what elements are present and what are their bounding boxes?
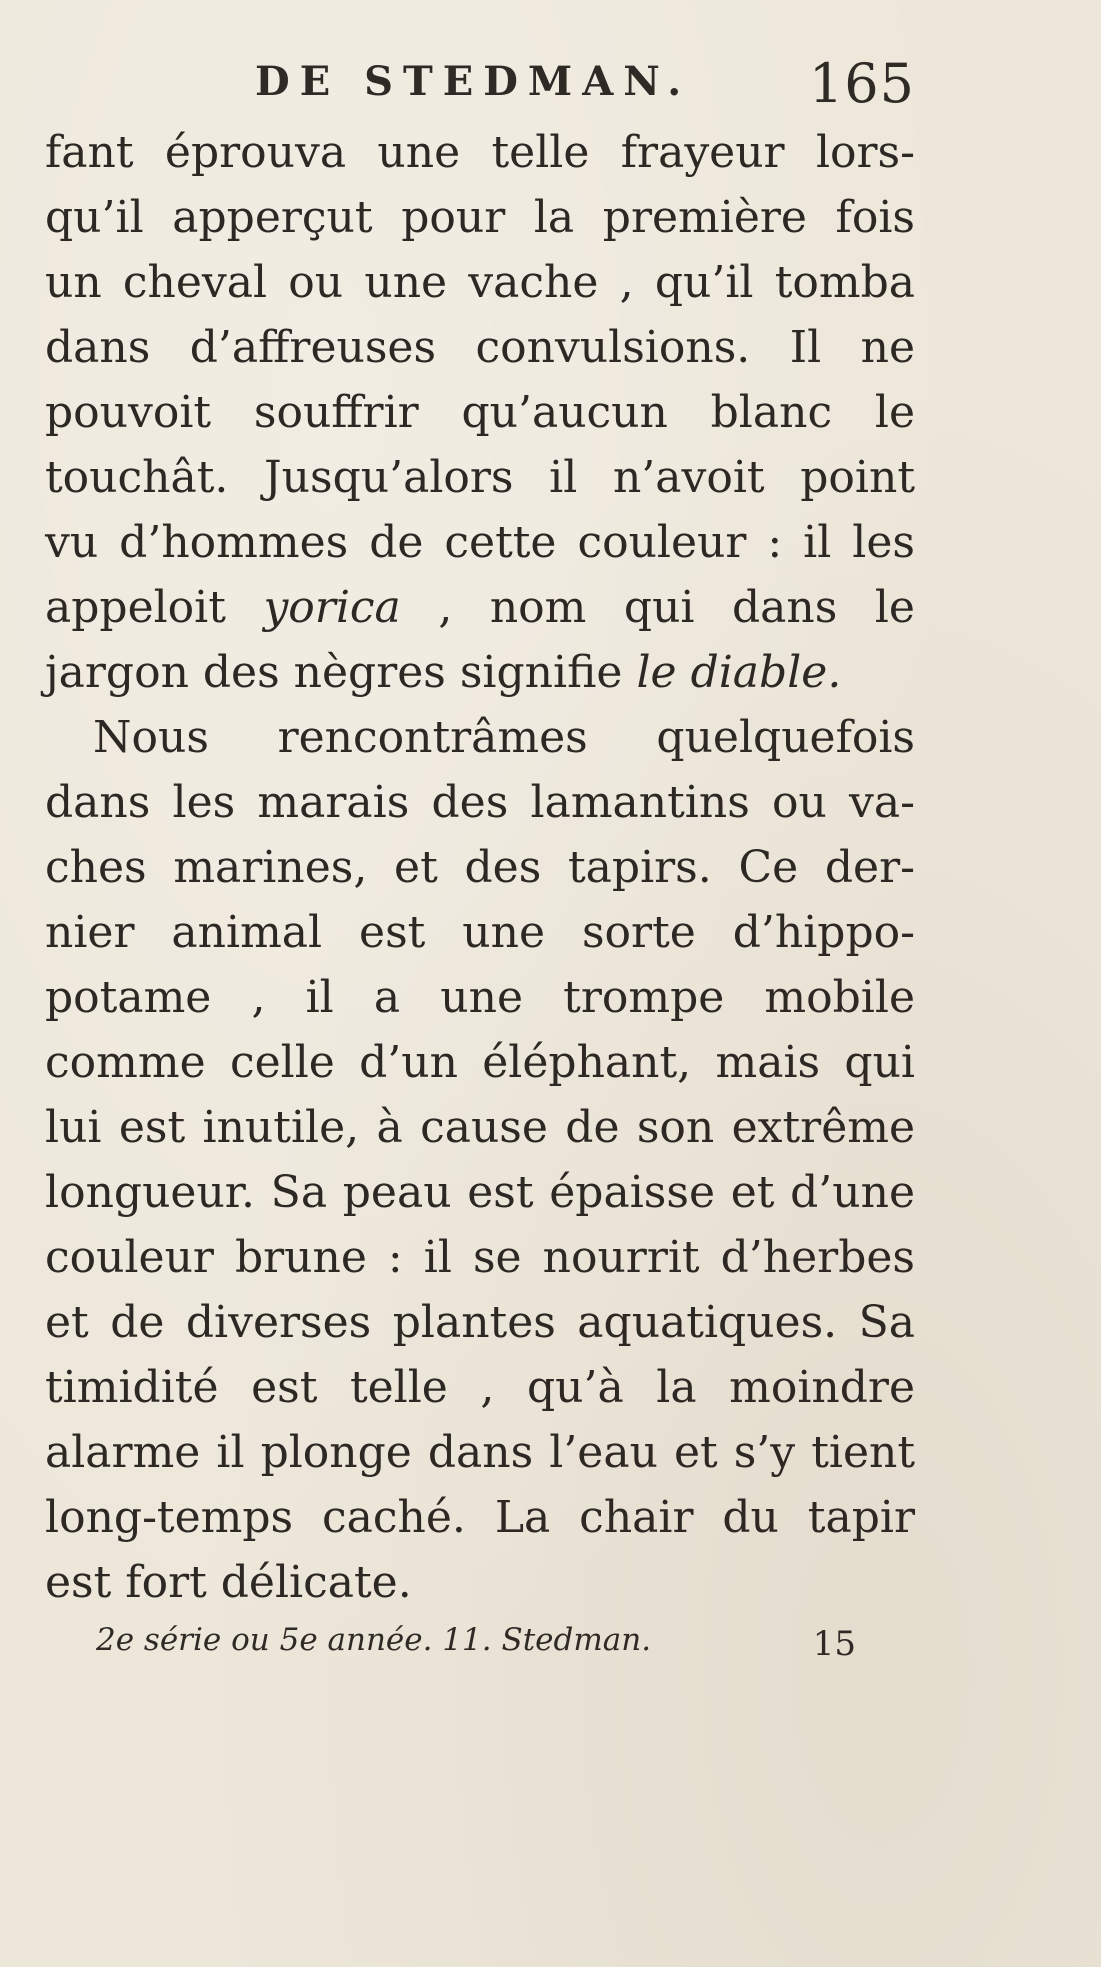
text-line: touchât. Jusqu’alors il n’avoit point	[45, 452, 915, 503]
text-line: et de diverses plantes aquatiques. Sa	[45, 1297, 915, 1348]
text-line: nier animal est une sorte d’hippo-	[45, 907, 915, 958]
page-footer	[96, 1622, 856, 1672]
text-line: ches marines, et des tapirs. Ce der-	[45, 842, 915, 893]
page-number: 165	[808, 52, 915, 115]
text-line: fant éprouva une telle frayeur lors-	[45, 127, 915, 178]
text-fragment: , nom qui dans le	[438, 582, 915, 633]
text-line: couleur brune : il se nourrit d’herbes	[45, 1232, 915, 1283]
italic-term: yorica	[263, 582, 401, 633]
text-line: un cheval ou une vache , qu’il tomba	[45, 257, 915, 308]
text-line: longueur. Sa peau est épaisse et d’une	[45, 1167, 915, 1218]
signature-mark: 15	[812, 1624, 856, 1664]
running-head: DE STEDMAN.	[255, 58, 692, 105]
text-fragment: appeloit	[45, 582, 226, 633]
text-line: dans les marais des lamantins ou va-	[45, 777, 915, 828]
body-text	[45, 120, 915, 1615]
page-header	[255, 52, 915, 118]
text-line: vu d’hommes de cette couleur : il les	[45, 517, 915, 568]
series-note: 2e série ou 5e année. 11. Stedman.	[96, 1622, 652, 1658]
text-fragment: jargon des nègres signifie	[45, 647, 623, 698]
text-line: timidité est telle , qu’à la moindre	[45, 1362, 915, 1413]
text-line: pouvoit souffrir qu’aucun blanc le	[45, 387, 915, 438]
text-line: potame , il a une trompe mobile	[45, 972, 915, 1023]
text-line	[45, 575, 915, 640]
text-line: long-temps caché. La chair du tapir	[45, 1492, 915, 1543]
text-line	[45, 640, 915, 705]
paragraph-first-line: Nous rencontrâmes quelquefois	[93, 712, 915, 763]
text-line: lui est inutile, à cause de son extrême	[45, 1102, 915, 1153]
text-line: comme celle d’un éléphant, mais qui	[45, 1037, 915, 1088]
text-line: alarme il plonge dans l’eau et s’y tient	[45, 1427, 915, 1478]
text-line: dans d’affreuses convulsions. Il ne	[45, 322, 915, 373]
text-line: qu’il apperçut pour la première fois	[45, 192, 915, 243]
italic-term: le diable.	[636, 647, 842, 698]
text-line: est fort délicate.	[45, 1557, 412, 1608]
